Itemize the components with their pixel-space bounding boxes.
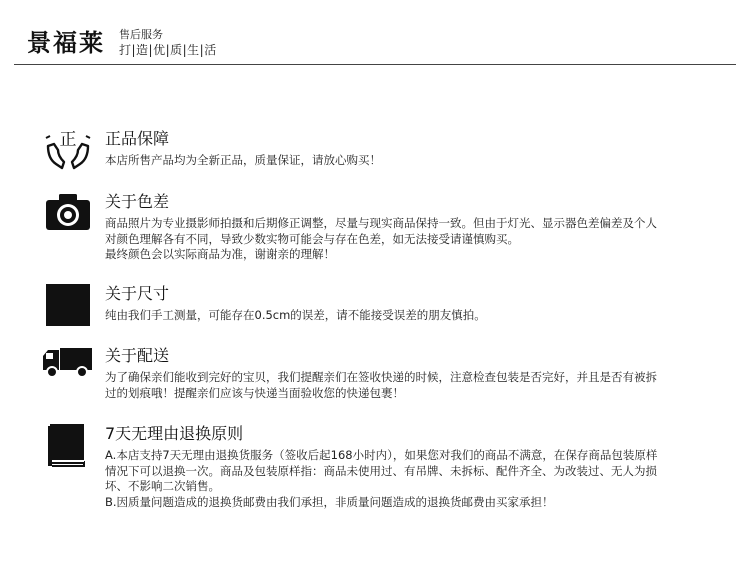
section-title: 关于尺寸 bbox=[105, 284, 170, 303]
section-line: 为了确保亲们能收到完好的宝贝，我们提醒亲们在签收快递的时候，注意检查包装是否完好，并且是否有被拆 bbox=[105, 370, 657, 384]
section-title: 关于色差 bbox=[105, 192, 170, 211]
section-body bbox=[105, 308, 725, 324]
section-line: 商品照片为专业摄影师拍摄和后期修正调整，尽量与现实商品保持一致。但由于灯光、显示器色差偏差及个人 bbox=[105, 216, 657, 230]
section-line: 本店所售产品均为全新正品，质量保证，请放心购买！ bbox=[105, 153, 381, 167]
section-body bbox=[105, 153, 725, 169]
section-line: 对颜色理解各有不同，导致少数实物可能会与存在色差，如无法接受请谨慎购买。 bbox=[105, 231, 519, 246]
genuine-hands-icon bbox=[44, 126, 92, 174]
section-line: 最终颜色会以实际商品为准，谢谢亲的理解！ bbox=[105, 247, 335, 261]
section-title: 关于配送 bbox=[105, 346, 170, 365]
header-divider bbox=[14, 64, 736, 65]
section-line: 纯由我们手工测量，可能存在0.5cm的误差，请不能接受误差的朋友慎拍。 bbox=[105, 308, 486, 322]
section-body bbox=[105, 448, 725, 510]
section-body bbox=[105, 216, 725, 263]
tagline-service: 售后服务 bbox=[119, 28, 163, 41]
truck-icon bbox=[42, 346, 94, 394]
section-line: 过的划痕哦！提醒亲们应该与快递当面验收您的快递包裹！ bbox=[105, 385, 404, 400]
tagline-slogan: 打|造|优|质|生|活 bbox=[119, 43, 217, 57]
section-line: B.因质量问题造成的退换货邮费由我们承担，非质量问题造成的退换货邮费由买家承担！ bbox=[105, 494, 554, 509]
genuine-char: 正 bbox=[59, 130, 77, 150]
brand-logo-text: 景福莱 bbox=[27, 29, 105, 57]
section-line: 情况下可以退换一次。商品及包装原样指：商品未使用过、有吊牌、未拆标、配件齐全、为改装过、无人为损 bbox=[105, 463, 657, 478]
section-title: 正品保障 bbox=[105, 129, 170, 148]
section-title: 7天无理由退换原则 bbox=[105, 424, 244, 443]
section-line: 坏、不影响二次销售。 bbox=[105, 479, 220, 493]
book-icon bbox=[44, 424, 92, 472]
section-line: A.本店支持7天无理由退换货服务（签收后起168小时内），如果您对我们的商品不满意，在保存商品包装原样 bbox=[105, 448, 658, 462]
section-body bbox=[105, 370, 725, 401]
ruler-square-icon bbox=[44, 284, 92, 332]
camera-icon bbox=[44, 192, 92, 240]
header bbox=[0, 0, 750, 66]
